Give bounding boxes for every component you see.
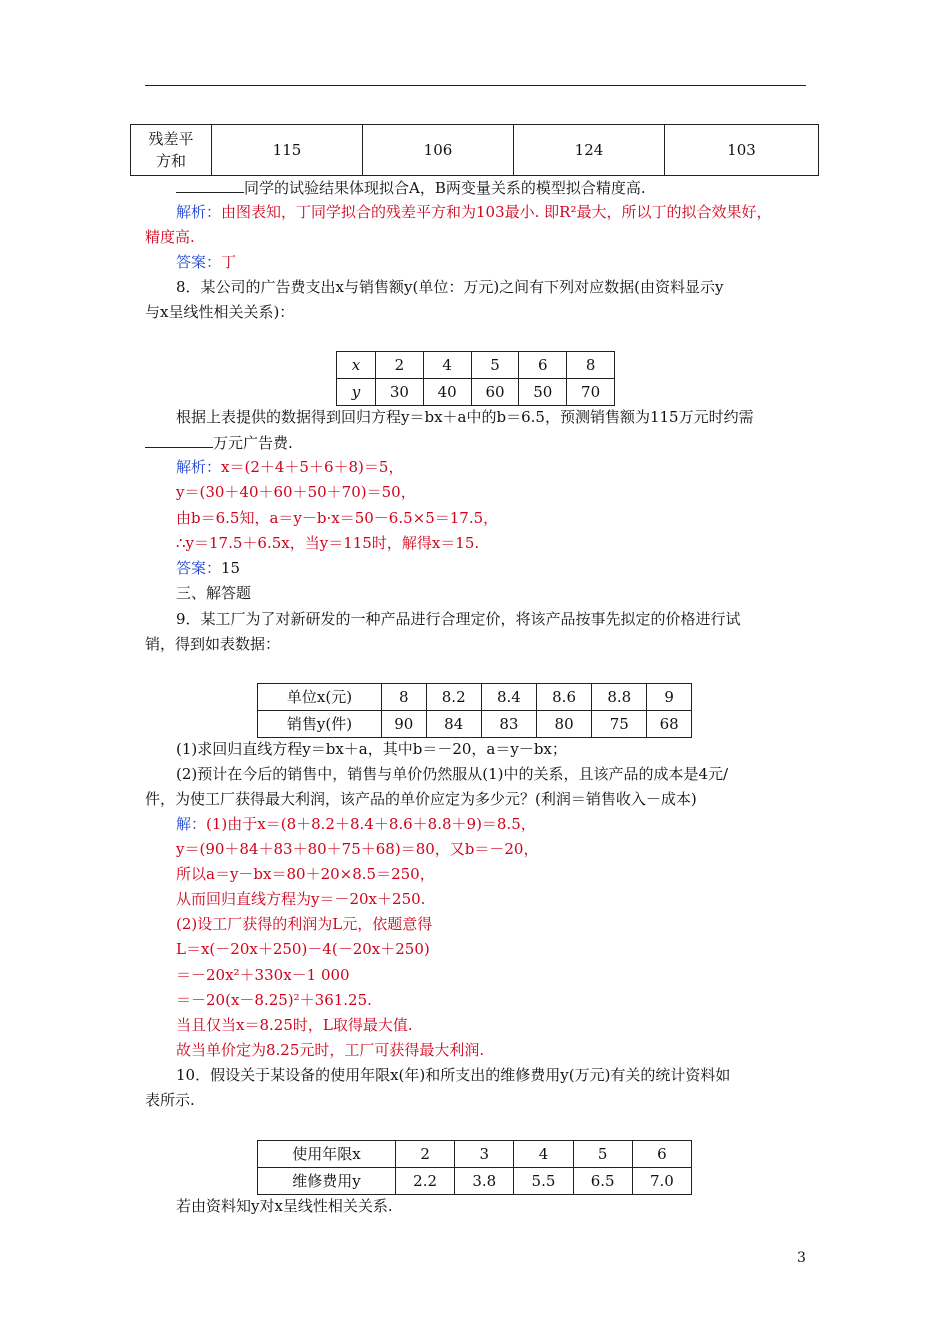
q8-analysis-line3: 由b＝6.5知，a＝y－b·x＝50－6.5×5＝17.5，: [176, 509, 499, 527]
table-header-cell: [131, 125, 212, 176]
table-cell: 70: [567, 379, 615, 406]
table-cell: 8.2: [426, 684, 481, 711]
table-cell: 8.6: [536, 684, 591, 711]
table-cell: 103: [665, 125, 819, 176]
q8-stem-line3: 根据上表提供的数据得到回归方程y＝bx＋a中的b＝6.5，预测销售额为115万元时约需: [176, 408, 754, 426]
q9-part1: (1)求回归直线方程y＝bx＋a，其中b＝－20，a＝y－bx；: [176, 740, 567, 758]
q8-stem-line4: [145, 431, 293, 455]
q9-solution-line10: 故当单价定为8.25元时，工厂可获得最大利润.: [176, 1041, 485, 1059]
table-cell: 8: [382, 684, 427, 711]
answer-value: 15: [221, 559, 241, 577]
q8-stem-line2: 与x呈线性相关关系)：: [145, 303, 295, 321]
table-cell: 4: [514, 1141, 573, 1168]
q9-stem-line2: 销，得到如表数据：: [145, 635, 281, 653]
table-cell: 2.2: [396, 1168, 455, 1195]
table-row: [258, 1141, 692, 1168]
table-header-cell: 销售y(件): [258, 711, 382, 738]
table-cell: 3.8: [455, 1168, 514, 1195]
q9-solution-line2: y＝(90＋84＋83＋80＋75＋68)＝80，又b＝－20，: [176, 840, 539, 858]
answer-value: 丁: [221, 253, 237, 271]
table-row: [258, 711, 692, 738]
table-cell: 2: [396, 1141, 455, 1168]
table-header-cell: 单位x(元): [258, 684, 382, 711]
table-cell: 9: [647, 684, 692, 711]
table-cell: 80: [536, 711, 591, 738]
table-cell: 6.5: [573, 1168, 632, 1195]
fill-blank: [145, 431, 213, 448]
q10-stem-line1: 10．假设关于某设备的使用年限x(年)和所支出的维修费用y(万元)有关的统计资料如: [176, 1066, 731, 1084]
q7-stem: 同学的试验结果体现拟合A，B两变量关系的模型拟合精度高.: [244, 179, 646, 197]
analysis-text: 由图表知，丁同学拟合的残差平方和为103最小. 即R²最大，所以丁的拟合效果好，: [221, 203, 772, 221]
q9-solution-line7: ＝－20x²＋330x－1 000: [176, 966, 350, 984]
q9-solution-line3: 所以a＝y－bx＝80＋20×8.5＝250，: [176, 865, 435, 883]
solution-label: 解：: [176, 815, 207, 833]
q9-solution-line6: L＝x(－20x＋250)－4(－20x＋250): [176, 940, 430, 958]
q9-part2-line1: (2)预计在今后的销售中，销售与单价仍然服从(1)中的关系，且该产品的成本是4元/: [176, 765, 729, 783]
analysis-label: 解析：: [176, 203, 222, 221]
q10-stem-line2: 表所示.: [145, 1091, 195, 1109]
table-cell: 83: [481, 711, 536, 738]
ad-sales-table: [336, 351, 615, 406]
table-cell: 75: [592, 711, 647, 738]
section-heading: 三、解答题: [176, 584, 252, 602]
table-label-line: 方和: [155, 152, 186, 170]
table-header-cell: y: [337, 379, 376, 406]
q8-analysis-line1: [176, 456, 403, 480]
q9-solution-line8: ＝－20(x－8.25)²＋361.25.: [176, 991, 372, 1009]
q9-stem-line1: 9．某工厂为了对新研发的一种产品进行合理定价，将该产品按事先拟定的价格进行试: [176, 610, 741, 628]
table-cell: 124: [514, 125, 665, 176]
answer-label: 答案：: [176, 253, 222, 271]
table-cell: 7.0: [632, 1168, 691, 1195]
table-cell: 68: [647, 711, 692, 738]
table-cell: 60: [471, 379, 519, 406]
table-cell: 30: [376, 379, 424, 406]
q7-answer-line: [176, 251, 236, 275]
q9-solution-line5: (2)设工厂获得的利润为L元，依题意得: [176, 915, 433, 933]
table-header-cell: 使用年限x: [258, 1141, 396, 1168]
analysis-text: x＝(2＋4＋5＋6＋8)＝5，: [221, 458, 404, 476]
q9-solution-line1: [176, 813, 536, 837]
q8-analysis-line4: ∴y＝17.5＋6.5x，当y＝115时，解得x＝15.: [176, 534, 480, 552]
q9-solution-line4: 从而回归直线方程为y＝－20x＋250.: [176, 890, 426, 908]
table-row: [258, 1168, 692, 1195]
price-sales-table: [257, 683, 692, 738]
table-cell: 5: [573, 1141, 632, 1168]
table-header-cell: x: [337, 352, 376, 379]
table-cell: 8.4: [481, 684, 536, 711]
q8-analysis-line2: y＝(30＋40＋60＋50＋70)＝50，: [176, 483, 416, 501]
table-cell: 106: [363, 125, 514, 176]
table-row: [337, 352, 615, 379]
table-row: [337, 379, 615, 406]
table-row: [258, 684, 692, 711]
table-cell: 8: [567, 352, 615, 379]
table-cell: 8.8: [592, 684, 647, 711]
solution-text: (1)由于x＝(8＋8.2＋8.4＋8.6＋8.8＋9)＝8.5，: [206, 815, 536, 833]
answer-label: 答案：: [176, 559, 222, 577]
residual-table: [130, 124, 819, 176]
table-row: [131, 125, 819, 176]
table-label-line: 残差平: [148, 130, 194, 148]
table-cell: 6: [632, 1141, 691, 1168]
analysis-label: 解析：: [176, 458, 222, 476]
table-cell: 5: [471, 352, 519, 379]
table-cell: 3: [455, 1141, 514, 1168]
table-cell: 115: [212, 125, 363, 176]
table-cell: 40: [423, 379, 471, 406]
q8-answer-line: [176, 557, 240, 581]
q10-stem-line3: 若由资料知y对x呈线性相关关系.: [176, 1197, 393, 1215]
table-cell: 6: [519, 352, 567, 379]
equipment-cost-table: [257, 1140, 692, 1195]
q7-analysis-line: [176, 201, 772, 225]
q7-analysis-line2: 精度高.: [145, 228, 195, 246]
q8-stem4: 万元广告费.: [213, 434, 293, 452]
table-cell: 5.5: [514, 1168, 573, 1195]
table-cell: 50: [519, 379, 567, 406]
q9-solution-line9: 当且仅当x＝8.25时，L取得最大值.: [176, 1016, 413, 1034]
table-cell: 2: [376, 352, 424, 379]
table-header-cell: 维修费用y: [258, 1168, 396, 1195]
table-cell: 84: [426, 711, 481, 738]
fill-blank: [176, 176, 244, 193]
header-rule: [145, 85, 806, 86]
page-number: 3: [797, 1250, 806, 1266]
q7-stem-line: [176, 176, 646, 200]
table-cell: 90: [382, 711, 427, 738]
q9-part2-line2: 件，为使工厂获得最大利润，该产品的单价应定为多少元？(利润＝销售收入－成本): [145, 790, 697, 808]
table-cell: 4: [423, 352, 471, 379]
q8-stem-line1: 8．某公司的广告费支出x与销售额y(单位：万元)之间有下列对应数据(由资料显示y: [176, 278, 724, 296]
